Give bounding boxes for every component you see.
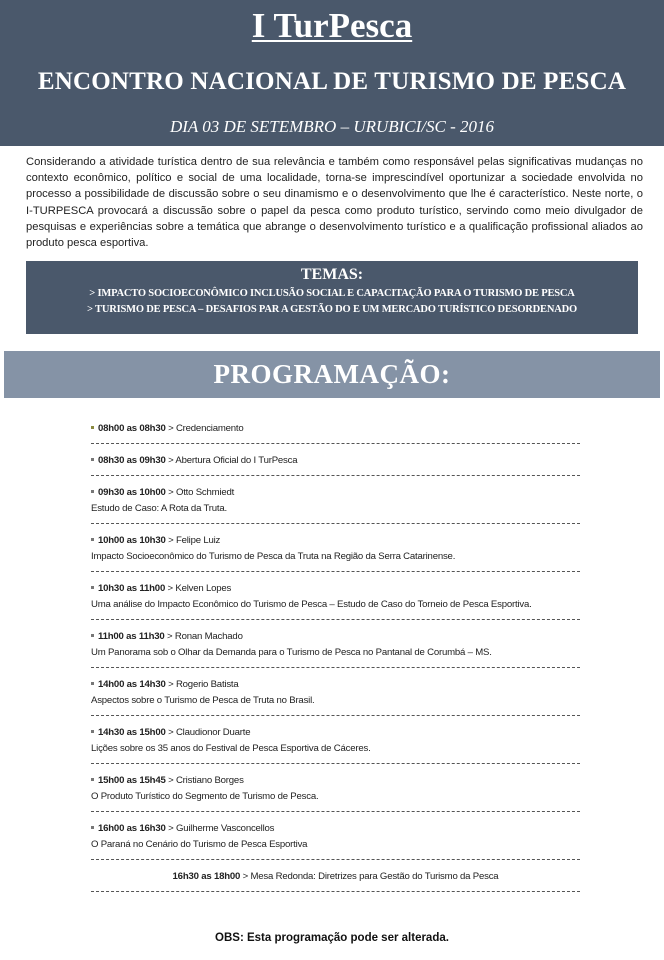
schedule-entry: [91, 484, 580, 524]
schedule-speaker: > Kelven Lopes: [165, 583, 232, 594]
schedule-time: 15h00 as 15h45: [98, 775, 166, 786]
schedule-entry-header: [91, 485, 580, 501]
schedule-time: 09h30 as 10h00: [98, 487, 166, 498]
temas-box: [26, 261, 638, 334]
dashed-separator: [91, 443, 580, 444]
schedule-entry: [91, 820, 580, 860]
bullet-icon: [91, 634, 94, 637]
bullet-icon: [91, 586, 94, 589]
schedule-speaker: > Cristiano Borges: [165, 775, 244, 786]
schedule-speaker: > Claudionor Duarte: [165, 727, 251, 738]
schedule-speaker: > Rogerio Batista: [165, 679, 239, 690]
schedule-speaker: > Guilherme Vasconcellos: [165, 823, 275, 834]
schedule-time: 08h00 as 08h30: [98, 423, 166, 434]
schedule-entry-header: [91, 533, 580, 549]
bullet-icon: [91, 426, 94, 429]
dashed-separator: [91, 571, 580, 572]
obs-note: OBS: Esta programação pode ser alterada.: [215, 932, 449, 944]
schedule-entry-header: [91, 677, 580, 693]
schedule-time: 14h00 as 14h30: [98, 679, 166, 690]
schedule-entry: [91, 676, 580, 716]
schedule-time: 16h00 as 16h30: [98, 823, 166, 834]
schedule-time: 10h00 as 10h30: [98, 535, 166, 546]
bullet-icon: [91, 490, 94, 493]
dashed-separator: [91, 667, 580, 668]
schedule-time: 11h00 as 11h30: [98, 631, 165, 642]
schedule-entry-header: [91, 629, 580, 645]
schedule-talk-title: Lições sobre os 35 anos do Festival de Pesca Esportiva de Cáceres.: [91, 743, 371, 754]
dashed-separator: [91, 619, 580, 620]
schedule-time: 08h30 as 09h30: [98, 455, 166, 466]
schedule-talk-title: Uma análise do Impacto Econômico do Turismo de Pesca – Estudo de Caso do Torneio de Pesca Esportiva.: [91, 599, 532, 610]
schedule-talk-title: Estudo de Caso: A Rota da Truta.: [91, 503, 227, 514]
schedule-entry: [91, 420, 580, 444]
event-date: DIA 03 DE SETEMBRO – URUBICI/SC - 2016: [169, 117, 495, 136]
schedule-entry: [91, 532, 580, 572]
schedule-talk-title: Aspectos sobre o Turismo de Pesca de Truta no Brasil.: [91, 695, 315, 706]
schedule-speaker: > Credenciamento: [165, 423, 244, 434]
dashed-separator: [91, 475, 580, 476]
schedule-entry-header: [91, 773, 580, 789]
dashed-separator: [91, 523, 580, 524]
dashed-separator: [91, 715, 580, 716]
schedule-entry: [91, 628, 580, 668]
event-title: I TurPesca: [251, 6, 413, 45]
dashed-separator: [91, 763, 580, 764]
temas-title: TEMAS:: [300, 266, 364, 283]
schedule-talk-title: O Paraná no Cenário do Turismo de Pesca Esportiva: [91, 839, 308, 850]
schedule-entry: [91, 772, 580, 812]
dashed-separator: [91, 859, 580, 860]
schedule-talk-title: Impacto Socioeconômico do Turismo de Pesca da Truta na Região da Serra Catarinense.: [91, 551, 456, 562]
schedule-time: 16h30 as 18h00: [172, 871, 241, 882]
bullet-icon: [91, 826, 94, 829]
intro-paragraph: Considerando a atividade turística dentro de sua relevância e também como responsável pelas significativas mudanças no contexto econômico, político e social de uma localidade, torna-se imprescindível oportunizar a sociedade envolvida no processo a possibilidade de discussão sobre o seu dinamismo e o desenvolvimento que lhe é característico. Neste norte, o I-TURPESCA provocará a discussão sobre o papel da pesca como produto turístico, servindo como meio divulgador de pesquisas e experiências sobre a temática que abrange o desenvolvimento turístico e a qualificação profissional aliados ao produto pesca esportiva.: [26, 156, 643, 250]
bullet-icon: [91, 730, 94, 733]
tema-item: > IMPACTO SOCIOECONÔMICO INCLUSÃO SOCIAL E CAPACITAÇÃO PARA O TURISMO DE PESCA: [89, 288, 575, 299]
schedule-speaker: > Felipe Luiz: [165, 535, 221, 546]
bullet-icon: [91, 778, 94, 781]
schedule-entry-header: [91, 725, 580, 741]
dashed-separator: [91, 891, 580, 892]
programacao-heading: PROGRAMAÇÃO:: [4, 351, 660, 398]
tema-item: > TURISMO DE PESCA – DESAFIOS PAR A GESTÃO DO E UM MERCADO TURÍSTICO DESORDENADO: [87, 304, 577, 315]
schedule-entry: [91, 868, 580, 892]
schedule-speaker: > Otto Schmiedt: [165, 487, 235, 498]
bullet-icon: [91, 458, 94, 461]
schedule-time: 14h30 as 15h00: [98, 727, 166, 738]
schedule-entry-header: [91, 453, 580, 469]
schedule-speaker: > Ronan Machado: [164, 631, 243, 642]
schedule-time: 10h30 as 11h00: [98, 583, 166, 594]
schedule-entry-header: [91, 421, 580, 437]
schedule-entry: [91, 724, 580, 764]
bullet-icon: [91, 538, 94, 541]
schedule-list: [91, 420, 580, 900]
schedule-entry-header: [91, 581, 580, 597]
schedule-entry-header: [91, 821, 580, 837]
schedule-entry-header: [91, 869, 580, 885]
event-subtitle: ENCONTRO NACIONAL DE TURISMO DE PESCA: [37, 68, 627, 95]
dashed-separator: [91, 811, 580, 812]
bullet-icon: [91, 682, 94, 685]
schedule-talk-title: Um Panorama sob o Olhar da Demanda para o Turismo de Pesca no Pantanal de Corumbá – MS.: [91, 647, 492, 658]
schedule-entry: [91, 452, 580, 476]
schedule-speaker: > Abertura Oficial do I TurPesca: [165, 455, 298, 466]
schedule-speaker: > Mesa Redonda: Diretrizes para Gestão do Turismo da Pesca: [240, 871, 499, 882]
schedule-talk-title: O Produto Turístico do Segmento de Turismo de Pesca.: [91, 791, 319, 802]
header-banner: [0, 0, 664, 146]
schedule-entry: [91, 580, 580, 620]
